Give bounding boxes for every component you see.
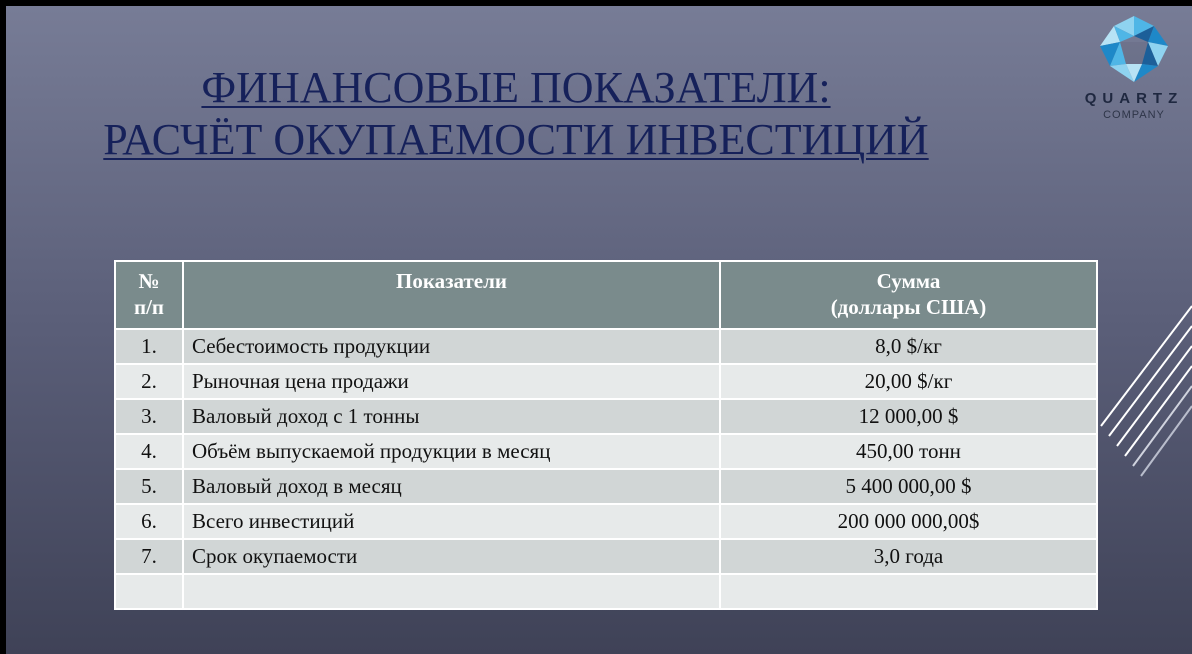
table-row — [115, 504, 1097, 539]
row-indicator — [183, 574, 720, 609]
header-sum — [720, 261, 1097, 329]
logo-name: QUARTZ — [1084, 90, 1184, 107]
row-sum: 12 000,00 $ — [720, 399, 1097, 434]
quartz-crystal-icon — [1076, 12, 1192, 90]
financial-table — [114, 260, 1098, 610]
row-indicator: Срок окупаемости — [183, 539, 720, 574]
row-sum: 20,00 $/кг — [720, 364, 1097, 399]
table-row — [115, 469, 1097, 504]
row-number: 6. — [115, 504, 183, 539]
table-row — [115, 329, 1097, 364]
row-sum: 200 000 000,00$ — [720, 504, 1097, 539]
header-sum-line-1: Сумма — [876, 269, 941, 293]
company-logo — [1076, 12, 1192, 122]
decorative-lines — [1091, 286, 1192, 516]
row-number: 2. — [115, 364, 183, 399]
header-number-line-2: п/п — [133, 295, 165, 319]
row-indicator: Себестоимость продукции — [183, 329, 720, 364]
slide — [6, 6, 1192, 654]
row-number — [115, 574, 183, 609]
row-indicator: Всего инвестиций — [183, 504, 720, 539]
table-row-empty — [115, 574, 1097, 609]
row-sum: 5 400 000,00 $ — [720, 469, 1097, 504]
table-row — [115, 399, 1097, 434]
slide-title — [6, 62, 1026, 166]
title-line-2: РАСЧЁТ ОКУПАЕМОСТИ ИНВЕСТИЦИЙ — [103, 115, 929, 164]
row-indicator: Валовый доход с 1 тонны — [183, 399, 720, 434]
table-row — [115, 364, 1097, 399]
header-sum-line-2: (доллары США) — [830, 295, 987, 319]
row-number: 3. — [115, 399, 183, 434]
row-number: 7. — [115, 539, 183, 574]
row-sum — [720, 574, 1097, 609]
title-line-1: ФИНАНСОВЫЕ ПОКАЗАТЕЛИ: — [201, 63, 831, 112]
table-header-row — [115, 261, 1097, 329]
header-number — [115, 261, 183, 329]
row-number: 1. — [115, 329, 183, 364]
table-row — [115, 539, 1097, 574]
row-indicator: Объём выпускаемой продукции в месяц — [183, 434, 720, 469]
header-number-line-1: № — [138, 269, 160, 293]
row-sum: 8,0 $/кг — [720, 329, 1097, 364]
logo-subtitle: COMPANY — [1103, 109, 1165, 121]
row-indicator: Валовый доход в месяц — [183, 469, 720, 504]
row-number: 5. — [115, 469, 183, 504]
row-number: 4. — [115, 434, 183, 469]
table-row — [115, 434, 1097, 469]
row-sum: 3,0 года — [720, 539, 1097, 574]
header-indicators: Показатели — [183, 261, 720, 329]
row-sum: 450,00 тонн — [720, 434, 1097, 469]
row-indicator: Рыночная цена продажи — [183, 364, 720, 399]
